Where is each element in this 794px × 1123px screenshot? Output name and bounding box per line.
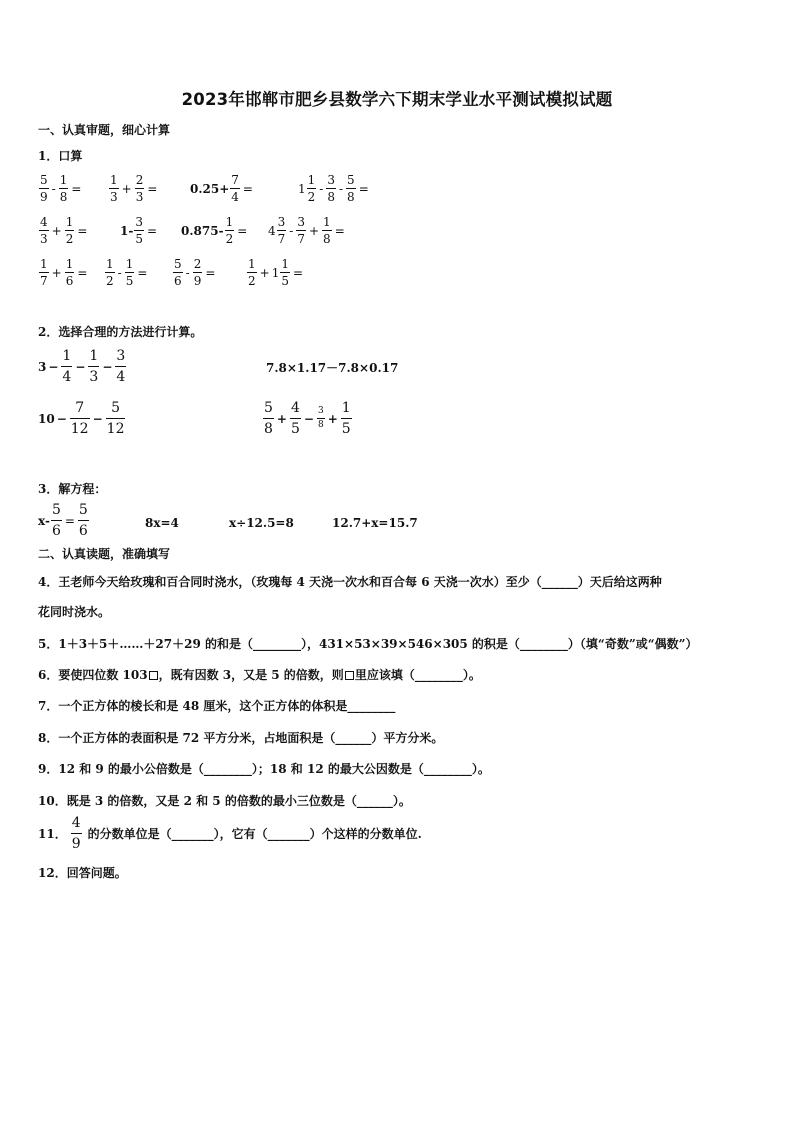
q1-r3-item3: $\frac{5}{6}$ - $\frac{2}{9}$ = <box>174 257 216 288</box>
q2-expr3: 10 − $\frac{7}{12}$ − $\frac{5}{12}$ <box>38 400 125 437</box>
question-5: 5．1＋3＋5＋……＋27＋29 的和是（________），431×53×39×546×305 的积是（________）（填“奇数”或“偶数”） <box>38 637 698 651</box>
q3-expr2: 8x=4 <box>145 516 179 530</box>
q3-expr1: x- $\frac{5}{6}$ = $\frac{5}{6}$ <box>38 502 88 539</box>
q1-r1-item3: 0.25+ $\frac{7}{4}$ = <box>190 173 253 204</box>
q1-r2-item3: 0.875- $\frac{1}{2}$ = <box>181 215 248 246</box>
q1-r1-item2: $\frac{1}{3}$ + $\frac{2}{3}$ = <box>110 173 158 204</box>
question-6: 6．要使四位数 103 ，既有因数 3，又是 5 的倍数，则 里应该填（________）。 <box>38 668 481 682</box>
section-heading-1: 一、认真审题，细心计算 <box>38 123 171 137</box>
question-12: 12．回答问题。 <box>38 866 127 880</box>
q1-r3-item2: $\frac{1}{2}$ - $\frac{1}{5}$ = <box>106 257 148 288</box>
q2-expr4: $\frac{5}{8}$ + $\frac{4}{5}$ − $\frac{3}{8}$ + $\frac{1}{5}$ <box>264 400 351 437</box>
question-10: 10．既是 3 的倍数，又是 2 和 5 的倍数的最小三位数是（______）。 <box>38 794 411 808</box>
page-title: 2023年邯郸市肥乡县数学六下期末学业水平测试模拟试题 <box>181 90 613 109</box>
question-11: 11． $\frac{4}{9}$ 的分数单位是（_______），它有（_______）个这样的分数单位. <box>38 815 422 852</box>
q1-r3-item4: $\frac{1}{2}$ + 1 $\frac{1}{5}$ = <box>248 257 304 288</box>
section-heading-2: 二、认真读题，准确填写 <box>38 547 171 561</box>
q2-expr1: 3 − $\frac{1}{4}$ − $\frac{1}{3}$ − $\frac{3}{4}$ <box>38 348 126 385</box>
q1-r1-item4: 1 $\frac{1}{2}$ - $\frac{3}{8}$ - $\frac{5}{8}$ = <box>298 173 369 204</box>
q1-r2-item1: $\frac{4}{3}$ + $\frac{1}{2}$ = <box>40 215 88 246</box>
q1-r3-item1: $\frac{1}{7}$ + $\frac{1}{6}$ = <box>40 257 88 288</box>
placeholder-box-icon <box>149 671 158 680</box>
question-4-line1: 4．王老师今天给玫瑰和百合同时浇水，（玫瑰每 4 天浇一次水和百合每 6 天浇一次水）至少（______）天后给这两种 <box>38 575 662 589</box>
question-9: 9．12 和 9 的最小公倍数是（________）；18 和 12 的最大公因数是（________）。 <box>38 762 490 776</box>
q1-r1-item1: $\frac{5}{9}$ - $\frac{1}{8}$ = <box>40 173 82 204</box>
placeholder-box-icon <box>345 671 354 680</box>
q2-expr2: 7.8×1.17－7.8×0.17 <box>266 361 399 375</box>
question-1-label: 1．口算 <box>38 149 83 163</box>
q1-r2-item4: 4 $\frac{3}{7}$ - $\frac{3}{7}$ + $\frac{1}{8}$ = <box>268 215 345 246</box>
q1-r2-item2: 1- $\frac{3}{5}$ = <box>120 215 158 246</box>
question-8: 8．一个正方体的表面积是 72 平方分米，占地面积是（______）平方分米。 <box>38 731 444 745</box>
question-3-label: 3．解方程： <box>38 482 107 496</box>
question-7: 7．一个正方体的棱长和是 48 厘米，这个正方体的体积是________ <box>38 699 396 713</box>
q3-expr3: x÷12.5=8 <box>229 516 294 530</box>
question-4-line2: 花同时浇水。 <box>38 605 111 619</box>
question-2-label: 2．选择合理的方法进行计算。 <box>38 325 203 339</box>
q3-expr4: 12.7+x=15.7 <box>332 516 418 530</box>
